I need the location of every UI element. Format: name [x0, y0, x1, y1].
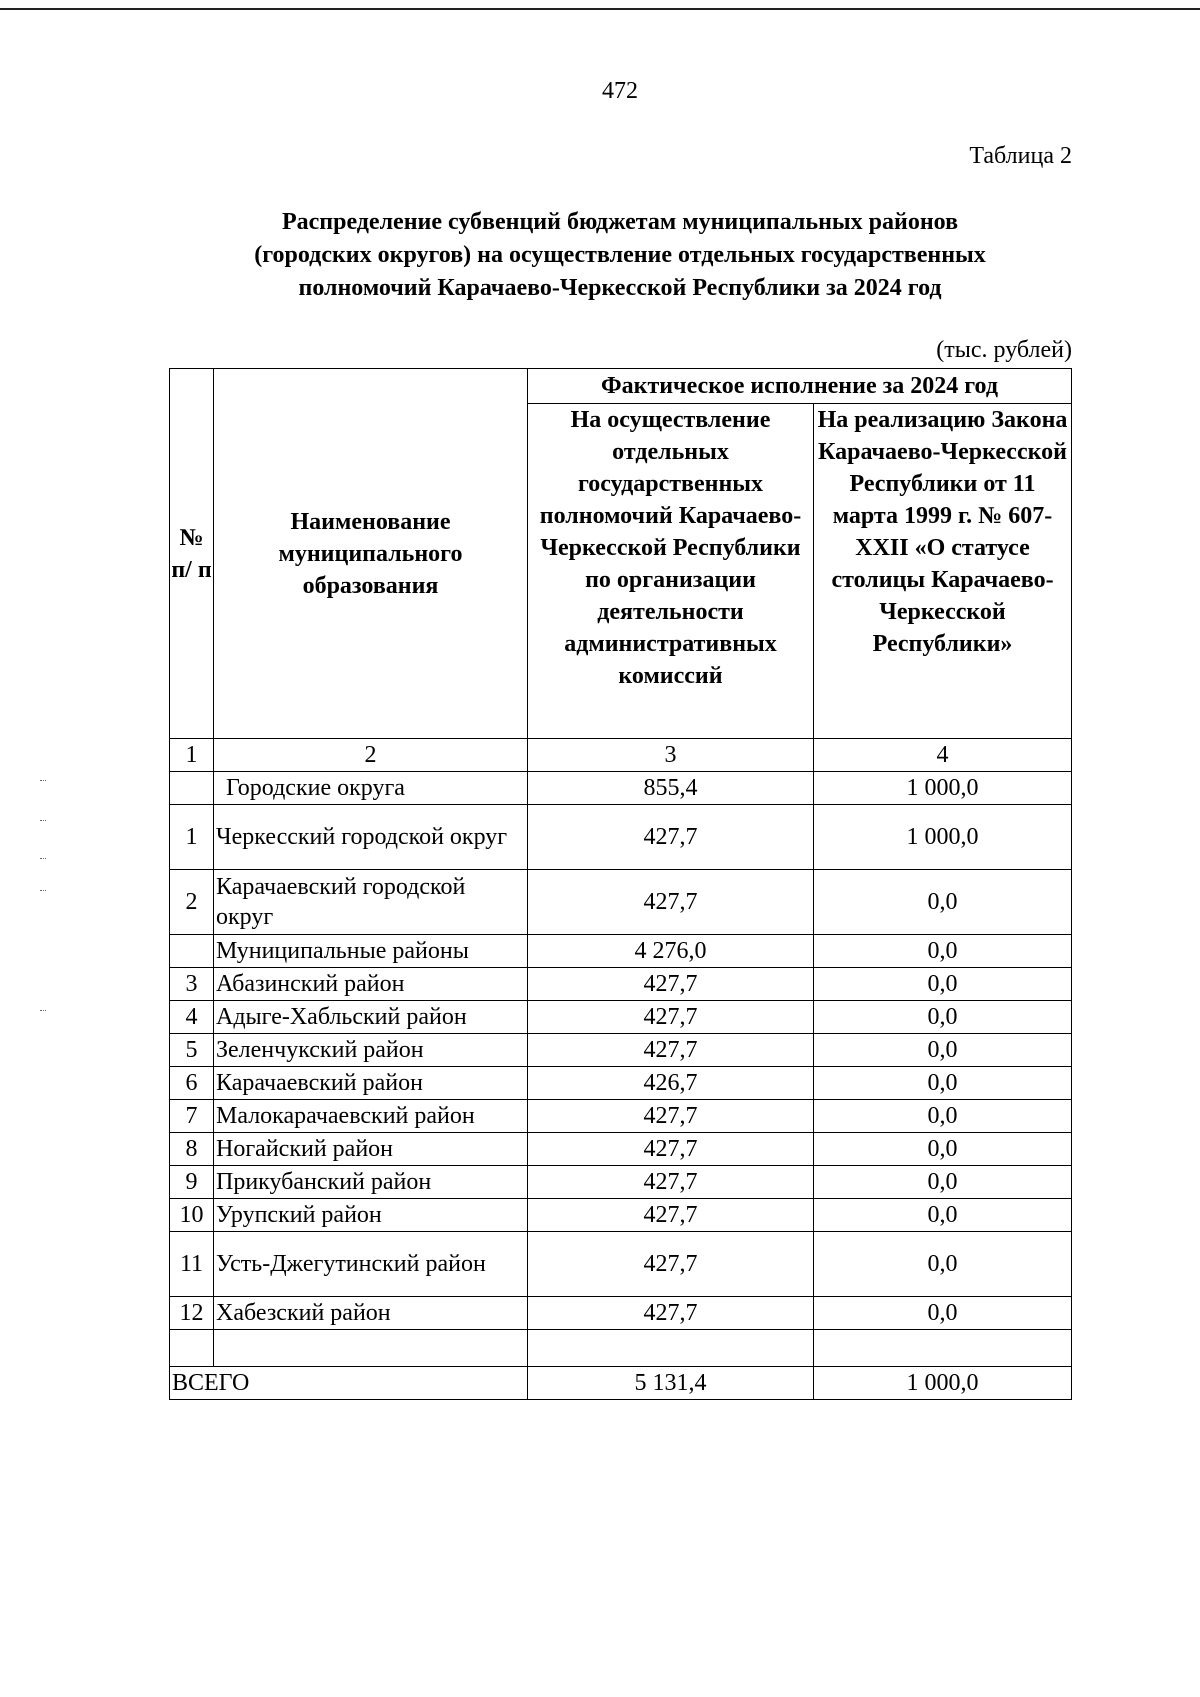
row-col3-cell: 427,7: [528, 1199, 814, 1232]
row-name-cell: Урупский район: [214, 1199, 528, 1232]
row-num-cell: 3: [170, 968, 214, 1001]
blank-cell: [214, 1330, 528, 1367]
row-name-cell: Ногайский район: [214, 1133, 528, 1166]
margin-mark: [40, 820, 46, 822]
title-line-1: Распределение субвенций бюджетам муниципальных районов: [281, 209, 959, 235]
row-col4-cell: 0,0: [814, 1034, 1072, 1067]
table-row: [170, 772, 1072, 805]
row-name-cell: Малокарачаевский район: [214, 1100, 528, 1133]
blank-cell: [170, 1330, 214, 1367]
row-col4-cell: 0,0: [814, 1067, 1072, 1100]
row-num-cell: 1: [170, 805, 214, 870]
table-row: [170, 1001, 1072, 1034]
row-num-cell: 6: [170, 1067, 214, 1100]
table-row: [170, 870, 1072, 935]
row-col3-cell: 427,7: [528, 1297, 814, 1330]
row-col3-cell: 427,7: [528, 1133, 814, 1166]
blank-cell: [814, 1330, 1072, 1367]
row-num-cell: [170, 772, 214, 805]
row-name-cell: Карачаевский район: [214, 1067, 528, 1100]
title-line-2: (городских округов) на осуществление отдельных государственных: [254, 242, 986, 268]
table-row: [170, 1232, 1072, 1297]
row-num-cell: 2: [170, 870, 214, 935]
margin-mark: [40, 780, 46, 782]
index-cell-4: 4: [814, 739, 1072, 772]
row-name-cell: Зеленчукский район: [214, 1034, 528, 1067]
row-col4-cell: 1 000,0: [814, 772, 1072, 805]
row-name-cell: Усть-Джегутинский район: [214, 1232, 528, 1297]
row-col4-cell: 0,0: [814, 1166, 1072, 1199]
row-col4-cell: 0,0: [814, 1100, 1072, 1133]
table-row: [170, 1133, 1072, 1166]
document-title: [170, 206, 1070, 305]
table-label: Таблица 2: [969, 143, 1072, 169]
table-row: [170, 1067, 1072, 1100]
table-row: [170, 1199, 1072, 1232]
row-num-cell: [170, 935, 214, 968]
row-name-cell: Прикубанский район: [214, 1166, 528, 1199]
header-col4: На реализацию Закона Карачаево-Черкесской Республики от 11 марта 1999 г. № 607-XXII «О статусе столицы Карачаево-Черкесской Республики»: [814, 404, 1072, 739]
row-num-cell: 10: [170, 1199, 214, 1232]
table-row: [170, 1297, 1072, 1330]
row-col3-cell: 427,7: [528, 1100, 814, 1133]
row-name-cell: Хабезский район: [214, 1297, 528, 1330]
row-col4-cell: 0,0: [814, 1297, 1072, 1330]
row-name-cell: Адыге-Хабльский район: [214, 1001, 528, 1034]
total-col3: 5 131,4: [528, 1367, 814, 1400]
index-cell-2: 2: [214, 739, 528, 772]
row-col3-cell: 427,7: [528, 968, 814, 1001]
table-row: [170, 1034, 1072, 1067]
table-row: [170, 1100, 1072, 1133]
row-num-cell: 4: [170, 1001, 214, 1034]
total-row: [170, 1367, 1072, 1400]
row-col3-cell: 427,7: [528, 1001, 814, 1034]
row-col4-cell: 0,0: [814, 1199, 1072, 1232]
index-cell-1: 1: [170, 739, 214, 772]
total-col4: 1 000,0: [814, 1367, 1072, 1400]
row-col3-cell: 427,7: [528, 870, 814, 935]
units-note: (тыс. рублей): [936, 337, 1072, 363]
scan-edge-line: [0, 8, 1200, 10]
row-num-cell: 9: [170, 1166, 214, 1199]
row-col4-cell: 0,0: [814, 968, 1072, 1001]
header-name: Наименование муниципального образования: [214, 369, 528, 739]
row-name-cell: Карачаевский городской округ: [214, 870, 528, 935]
row-col3-cell: 427,7: [528, 1034, 814, 1067]
row-col4-cell: 0,0: [814, 935, 1072, 968]
row-col4-cell: 0,0: [814, 1232, 1072, 1297]
row-col4-cell: 0,0: [814, 1001, 1072, 1034]
page-number: 472: [602, 78, 638, 104]
row-col4-cell: 0,0: [814, 1133, 1072, 1166]
margin-mark: [40, 858, 46, 860]
row-col4-cell: 0,0: [814, 870, 1072, 935]
row-col3-cell: 426,7: [528, 1067, 814, 1100]
row-num-cell: 8: [170, 1133, 214, 1166]
total-label: ВСЕГО: [170, 1367, 528, 1400]
row-num-cell: 7: [170, 1100, 214, 1133]
header-group: Фактическое исполнение за 2024 год: [528, 369, 1072, 404]
margin-mark: [40, 890, 46, 892]
table-row: [170, 805, 1072, 870]
row-num-cell: 12: [170, 1297, 214, 1330]
table-row: [170, 1166, 1072, 1199]
table-row: [170, 968, 1072, 1001]
row-name-cell: Муниципальные районы: [214, 935, 528, 968]
header-col3: На осуществление отдельных государственных полномочий Карачаево-Черкесской Республики по организации деятельности административных комиссий: [528, 404, 814, 739]
row-col3-cell: 427,7: [528, 1166, 814, 1199]
title-line-3: полномочий Карачаево-Черкесской Республики за 2024 год: [298, 275, 942, 301]
row-name-cell: Абазинский район: [214, 968, 528, 1001]
table-row: [170, 935, 1072, 968]
margin-mark: [40, 1010, 46, 1012]
blank-cell: [528, 1330, 814, 1367]
row-col3-cell: 855,4: [528, 772, 814, 805]
distribution-table: [169, 368, 1072, 1400]
row-col3-cell: 427,7: [528, 805, 814, 870]
row-num-cell: 11: [170, 1232, 214, 1297]
row-name-cell: Черкесский городской округ: [214, 805, 528, 870]
blank-row: [170, 1330, 1072, 1367]
row-name-cell: Городские округа: [214, 772, 528, 805]
row-col3-cell: 4 276,0: [528, 935, 814, 968]
row-num-cell: 5: [170, 1034, 214, 1067]
row-col4-cell: 1 000,0: [814, 805, 1072, 870]
index-cell-3: 3: [528, 739, 814, 772]
header-num: № п/ п: [170, 369, 214, 739]
row-col3-cell: 427,7: [528, 1232, 814, 1297]
